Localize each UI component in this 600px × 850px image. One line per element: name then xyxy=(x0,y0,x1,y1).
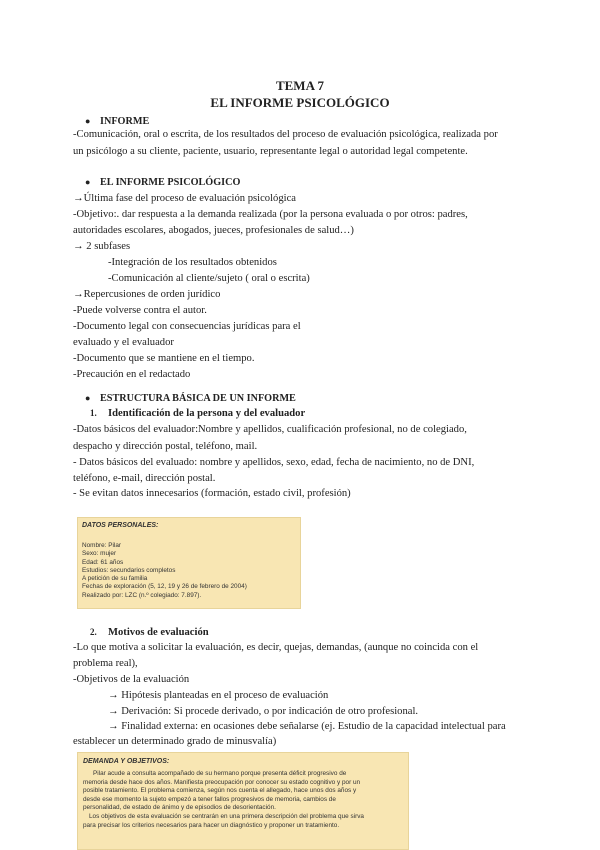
text-line-indented: → Hipótesis planteadas en el proceso de evaluación xyxy=(108,690,329,701)
figure-line: Nombre: Pilar xyxy=(82,542,122,549)
figure-lines xyxy=(82,542,247,600)
section-heading-text: ESTRUCTURA BÁSICA DE UN INFORME xyxy=(100,393,296,404)
section-heading-estructura xyxy=(85,392,296,405)
text-line: -Comunicación, oral o escrita, de los resultados del proceso de evaluación psicológica, realizada por xyxy=(73,129,498,140)
text-line-indented: → Finalidad externa: en ocasiones debe señalarse (ej. Estudio de la capacidad intelectual para xyxy=(108,721,506,732)
text-line: -Precaución en el redactado xyxy=(73,369,191,380)
figure-line: memoria desde hace dos años. Manifiesta preocupación por conocer su estado cognitivo y por un xyxy=(83,778,361,786)
text-line: - Datos básicos del evaluado: nombre y apellidos, sexo, edad, fecha de nacimiento, no de DNI, xyxy=(73,457,475,468)
demand-objectives-figure xyxy=(77,752,409,850)
text-line: -Documento legal con consecuencias jurídicas para el xyxy=(73,321,301,332)
figure-title: DATOS PERSONALES: xyxy=(82,522,159,529)
figure-line: para precisar los criterios necesarios para hacer un diagnóstico y proponer un tratamiento. xyxy=(83,821,340,829)
text-line: →Repercusiones de orden jurídico xyxy=(73,289,221,300)
figure-line: Sexo: mujer xyxy=(82,550,117,558)
figure-line: Pilar acude a consulta acompañado de su hermano porque presenta déficit progresivo de xyxy=(93,770,347,777)
text-line-indented: → Derivación: Si procede derivado, o por indicación de otro profesional. xyxy=(108,706,419,717)
text-line: evaluado y el evaluador xyxy=(73,337,174,348)
figure-line: Fechas de exploración (5, 12, 19 y 26 de febrero de 2004) xyxy=(82,583,247,591)
text-line: un psicólogo a su cliente, paciente, usuario, representante legal o autoridad legal competente. xyxy=(73,146,468,157)
text-line: -Objetivo:. dar respuesta a la demanda realizada (por la persona evaluada o por otros: padres, xyxy=(73,209,468,220)
bullet-icon: ● xyxy=(85,393,91,403)
text-line: -Puede volverse contra el autor. xyxy=(73,305,207,316)
figure-line: desde ese momento la sujeto empezó a tener fallos progresivos de memoria, cambios de xyxy=(83,795,336,803)
personal-data-figure xyxy=(77,517,301,609)
figure-title: DEMANDA Y OBJETIVOS: xyxy=(83,758,170,765)
bullet-icon: ● xyxy=(85,116,91,126)
text-line: -Documento que se mantiene en el tiempo. xyxy=(73,353,255,364)
text-line-indented: -Integración de los resultados obtenidos xyxy=(108,257,277,268)
figure-line: A petición de su familia xyxy=(82,575,148,583)
text-line: - Se evitan datos innecesarios (formación, estado civil, profesión) xyxy=(73,488,351,499)
text-line: establecer un determinado grado de minusvalía) xyxy=(73,736,277,747)
text-line: despacho y dirección postal, teléfono, mail. xyxy=(73,441,258,452)
text-line: → 2 subfases xyxy=(73,241,131,252)
figure-line: Los objetivos de esta evaluación se centrarán en una primera descripción del problema que sirva xyxy=(89,812,364,820)
section-heading-informe-psicologico xyxy=(85,176,241,189)
subsection-heading-text: Motivos de evaluación xyxy=(108,627,209,638)
subsection-number: 2. xyxy=(90,627,97,637)
section-heading-informe xyxy=(85,115,150,128)
text-line: →Última fase del proceso de evaluación psicológica xyxy=(73,193,296,204)
figure-line: personalidad, de estado de ánimo y de episodios de desorientación. xyxy=(83,804,276,812)
text-line: autoridades escolares, abogados, jueces, profesionales de salud…) xyxy=(73,225,354,236)
bullet-icon: ● xyxy=(85,177,91,187)
text-line: -Datos básicos del evaluador:Nombre y apellidos, cualificación profesional, no de colegiado, xyxy=(73,424,467,435)
subsection-number: 1. xyxy=(90,408,97,418)
section-heading-text: INFORME xyxy=(100,116,150,127)
section-heading-text: EL INFORME PSICOLÓGICO xyxy=(100,177,241,188)
figure-lines xyxy=(83,770,364,830)
text-line-indented: -Comunicación al cliente/sujeto ( oral o escrita) xyxy=(108,273,310,284)
figure-line: Realizado por: LZC (n.º colegiado: 7.897). xyxy=(82,591,202,599)
figure-line: posible tratamiento. El problema comienza, según nos cuenta el allegado, hace unos dos años y xyxy=(83,787,357,795)
text-line: -Objetivos de la evaluación xyxy=(73,674,190,685)
figure-line: Estudios: secundarios completos xyxy=(82,566,176,574)
subsection-heading-motivos xyxy=(90,626,209,639)
figure-line: Edad: 61 años xyxy=(82,558,124,566)
subsection-heading-text: Identificación de la persona y del evaluador xyxy=(108,408,306,419)
document-title-topic: TEMA 7 xyxy=(275,78,325,93)
text-line: teléfono, e-mail, dirección postal. xyxy=(73,473,216,484)
document-title: EL INFORME PSICOLÓGICO xyxy=(210,95,390,110)
text-line: problema real), xyxy=(73,658,138,669)
subsection-heading-identificacion xyxy=(90,407,306,420)
text-line: -Lo que motiva a solicitar la evaluación, es decir, quejas, demandas, (aunque no coincida con el xyxy=(73,642,479,653)
